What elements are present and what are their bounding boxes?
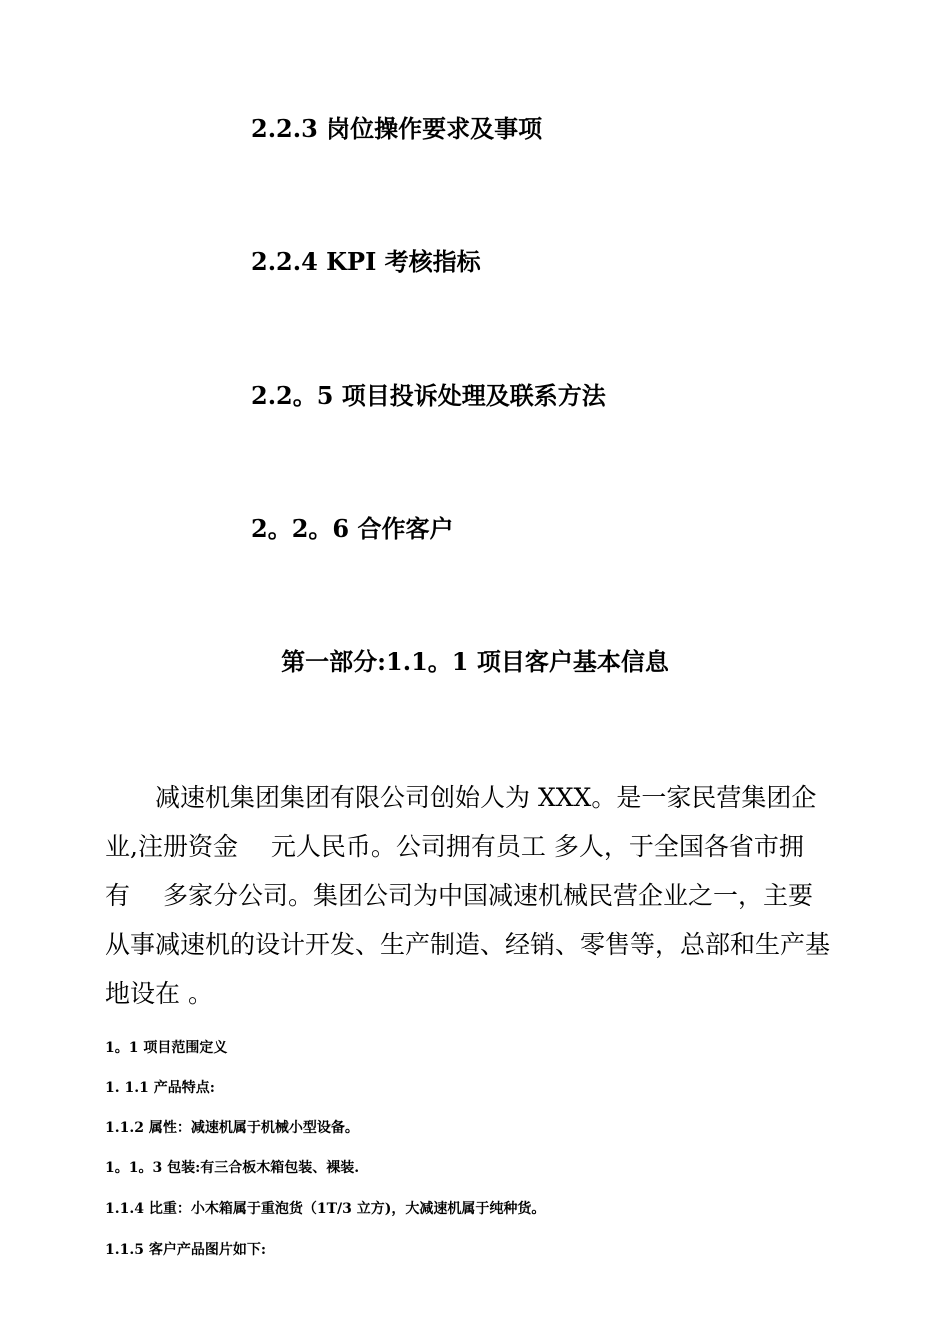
section-1-1-5: 1.1.5 客户产品图片如下:	[105, 1242, 267, 1258]
intro-line: 减速机集团集团有限公司创始人为 XXX。是一家民营集团企	[105, 783, 817, 812]
heading-2-2-6: 2。2。6 合作客户	[251, 514, 454, 543]
section-1-1-4: 1.1.4 比重：小木箱属于重泡货（1T/3 立方)，大减速机属于纯种货。	[105, 1201, 546, 1217]
intro-line: 有 多家分公司。集团公司为中国减速机械民营企业之一，主要	[105, 881, 813, 910]
intro-line: 从事减速机的设计开发、生产制造、经销、零售等，总部和生产基	[105, 930, 831, 959]
intro-line: 业,注册资金 元人民币。公司拥有员工 多人，于全国各省市拥	[105, 832, 804, 861]
part-title: 第一部分:1.1。1 项目客户基本信息	[281, 647, 669, 676]
section-1-1-3: 1。1。3 包装:有三合板木箱包装、裸装.	[105, 1160, 360, 1176]
heading-2-2-4: 2.2.4 KPI 考核指标	[251, 247, 481, 276]
section-1-1: 1。1 项目范围定义	[105, 1040, 228, 1056]
section-1-1-2: 1.1.2 属性：减速机属于机械小型设备。	[105, 1120, 359, 1136]
section-1-1-1: 1. 1.1 产品特点:	[105, 1080, 215, 1096]
intro-line: 地设在 。	[105, 979, 213, 1008]
heading-2-2-5: 2.2。5 项目投诉处理及联系方法	[251, 381, 606, 410]
intro-paragraph	[105, 773, 853, 1018]
heading-2-2-3: 2.2.3 岗位操作要求及事项	[251, 114, 543, 143]
